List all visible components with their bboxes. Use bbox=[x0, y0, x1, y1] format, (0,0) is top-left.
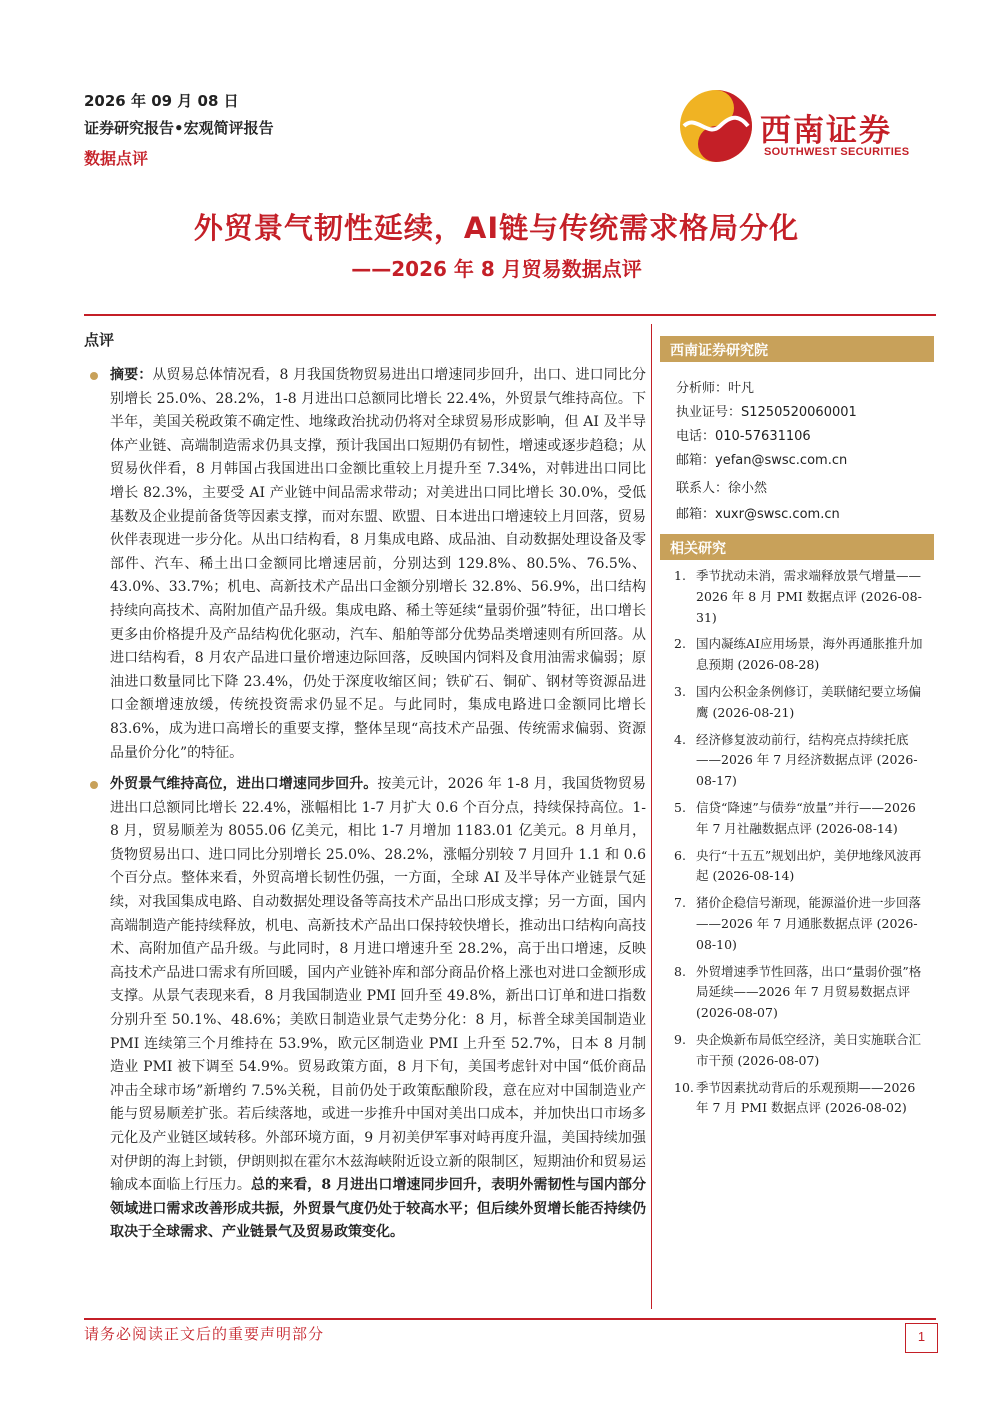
related-item[interactable]: 7. 猪价企稳信号渐现，能源溢价进一步回落——2026 年 7 月通胀数据点评 (2026-08-10) bbox=[674, 895, 922, 952]
related-research-list bbox=[674, 566, 930, 1125]
summary-paragraph bbox=[88, 364, 646, 765]
related-item[interactable]: 6. 央行“十五五”规划出炉，美伊地缘风波再起 (2026-08-14) bbox=[674, 847, 922, 884]
report-date: 2026 年 09 月 08 日 bbox=[84, 92, 239, 110]
bullet-icon bbox=[90, 781, 98, 789]
bullet-icon bbox=[90, 372, 98, 380]
page-number: 1 bbox=[917, 1329, 926, 1344]
related-item[interactable]: 4. 经济修复波动前行，结构亮点持续托底——2026 年 7 月经济数据点评 (2026-08-17) bbox=[674, 731, 918, 789]
related-research-title: 相关研究 bbox=[670, 541, 726, 557]
related-item[interactable]: 2. 国内凝练AI应用场景，海外再通胀推升加息预期 (2026-08-28) bbox=[674, 636, 923, 673]
related-item[interactable]: 9. 央企焕新布局低空经济，美日实施联合汇市干预 (2026-08-07) bbox=[674, 1031, 922, 1068]
logo-name-cn: 西南证券 bbox=[760, 113, 892, 149]
paragraph-conclusion: 总的来看，8 月进出口增速同步回升，表明外需韧性与国内部分领域进口需求改善形成共振，外贸景气度仍处于较高水平；但后续外贸增长能否持续仍取决于全球需求、产业链景气及贸易政策变化。 bbox=[110, 1177, 646, 1241]
paragraph-text: 从贸易总体情况看，8 月我国货物贸易进出口增速同步回升，出口、进口同比分别增长 25.0%、28.2%，1-8 月进出口总额同比增长 22.4%，外贸景气维持高位。下半年，美国关税政策不确定性、地缘政治扰动仍将对全球贸易形成影响，但 AI 及半导体产业链、高端制造需求仍具支撑，预计我国出口短期仍有韧性，增速或逐步趋稳；从贸易伙伴看，8 月韩国占我国进出口金额比重较上月提升至 7.34%，对韩进出口同比增长 82.3%，主要受 AI 产业链中间品需求带动；对美进出口同比增长 30.0%，受低基数及企业提前备货等因素支撑，而对东盟、欧盟、日本进出口增速较上月回落，贸易伙伴表现进一步分化。从出口结构看，8 月集成电路、成品油、自动数据处理设备及零部件、汽车、稀土出口金额同比增速居前，分别达到 129.8%、80.5%、76.5%、43.0%、33.7%；机电、高新技术产品出口金额分别增长 32.8%、56.9%，出口结构持续向高技术、高附加值产品升级。集成电路、稀土等延续“量弱价强”特征，出口增长更多由价格提升及产品结构优化驱动，汽车、船舶等部分优势品类增速则有所回落。从进口结构看，8 月农产品进口量价增速边际回落，反映国内饲料及食用油需求偏弱；原油进口数量同比下降 23.4%，仍处于深度收缩区间；铁矿石、铜矿、钢材等资源品进口金额增速放缓，传统投资需求仍显不足。与此同时，集成电路进口金额同比增长 83.6%，成为进口高增长的重要支撑，整体呈现“高技术产品强、传统需求偏弱、资源品量价分化”的特征。 bbox=[110, 367, 647, 761]
disclaimer-note: 请务必阅读正文后的重要声明部分 bbox=[84, 1325, 325, 1343]
sub-title: ——2026 年 8 月贸易数据点评 bbox=[351, 257, 642, 281]
analyst-email[interactable]: 邮箱：yefan@swsc.com.cn bbox=[676, 453, 848, 468]
page-number-box bbox=[905, 1323, 938, 1353]
body-text bbox=[88, 364, 646, 1245]
related-item[interactable]: 3. 国内公积金条例修订，美联储纪要立场偏鹰 (2026-08-21) bbox=[674, 683, 922, 720]
analyst-phone: 电话：010-57631106 bbox=[676, 429, 811, 444]
paragraph-lead: 外贸景气维持高位，进出口增速同步回升。 bbox=[110, 776, 378, 793]
top-divider bbox=[84, 314, 936, 316]
main-title: 外贸景气韧性延续，AI链与传统需求格局分化 bbox=[193, 211, 800, 245]
analyst-cert: 执业证号：S1250520060001 bbox=[676, 405, 857, 420]
contact-name: 联系人：徐小然 bbox=[676, 481, 768, 496]
related-item[interactable]: 8. 外贸增速季节性回落，出口“量弱价强”格局延续——2026 年 7 月贸易数据点评 (2026-08-07) bbox=[674, 963, 922, 1021]
institute-header bbox=[660, 336, 934, 362]
report-type: 证券研究报告•宏观简评报告 bbox=[84, 119, 274, 137]
paragraph-text: 按美元计，2026 年 1-8 月，我国货物贸易进出口总额同比增长 22.4%，涨幅相比 1-7 月扩大 0.6 个百分点，持续保持高位。1-8 月，贸易顺差为 8055.06 亿美元，相比 1-7 月增加 1183.01 亿美元。8 月单月，货物贸易出口、进口同比分别增长 25.0%、28.2%，涨幅分别较 7 月回升 1.1 和 0.6 个百分点。整体来看，外贸高增长韧性仍强，一方面，全球 AI 及半导体产业链景气延续，对我国集成电路、自动数据处理设备等高技术产品出口形成支撑；另一方面，国内高端制造产能持续释放，机电、高新技术产品出口保持较快增长，推动出口结构向高技术、高附加值产品升级。与此同时，8 月进口增速升至 28.2%，高于出口增速，反映高技术产品进口需求有所回暖，国内产业链补库和部分商品价格上涨也对进口金额形成支撑。从景气表现来看，8 月我国制造业 PMI 回升至 49.8%，新出口订单和进口指数分别升至 50.1%、48.6%；美欧日制造业景气走势分化：8 月，标普全球美国制造业 PMI 连续第三个月维持在 53.9%，欧元区制造业 PMI 上升至 52.7%，日本 8 月制造业 PMI 被下调至 54.9%。贸易政策方面，8 月下旬，美国考虑针对中国“低价商品冲击全球市场”新增约 7.5%关税，目前仍处于政策酝酿阶段，意在应对中国制造业产能与贸易顺差扩张。若后续落地，或进一步推升中国对美出口成本，并加快出口市场多元化及产业链区域转移。外部环境方面，9 月初美伊军事对峙再度升温，美国持续加强对伊朗的海上封锁，伊朗则拟在霍尔木兹海峡附近设立新的限制区，短期油价和贸易运输成本面临上行压力。 bbox=[110, 776, 646, 1194]
logo-name-en: SOUTHWEST SECURITIES bbox=[764, 146, 910, 158]
report-tag: 数据点评 bbox=[84, 149, 149, 168]
related-item[interactable]: 1. 季节扰动未消，需求端释放景气增量——2026 年 8 月 PMI 数据点评 (2026-08-31) bbox=[674, 568, 922, 625]
section-title: 点评 bbox=[84, 331, 115, 349]
column-divider bbox=[651, 324, 652, 1309]
trade-paragraph bbox=[88, 773, 646, 1245]
bottom-divider bbox=[84, 1318, 936, 1320]
related-item[interactable]: 10. 季节因素扰动背后的乐观预期——2026 年 7 月 PMI 数据点评 (2026-08-02) bbox=[674, 1079, 916, 1116]
logo-emblem-icon bbox=[676, 86, 756, 166]
related-item[interactable]: 5. 信贷“降速”与债券“放量”并行——2026 年 7 月社融数据点评 (2026-08-14) bbox=[674, 799, 916, 836]
paragraph-lead: 摘要： bbox=[110, 367, 153, 383]
contact-email[interactable]: 邮箱：xuxr@swsc.com.cn bbox=[676, 507, 840, 522]
analyst-name: 分析师：叶凡 bbox=[676, 381, 755, 396]
institute-name: 西南证券研究院 bbox=[670, 343, 768, 359]
related-research-header bbox=[660, 534, 934, 560]
